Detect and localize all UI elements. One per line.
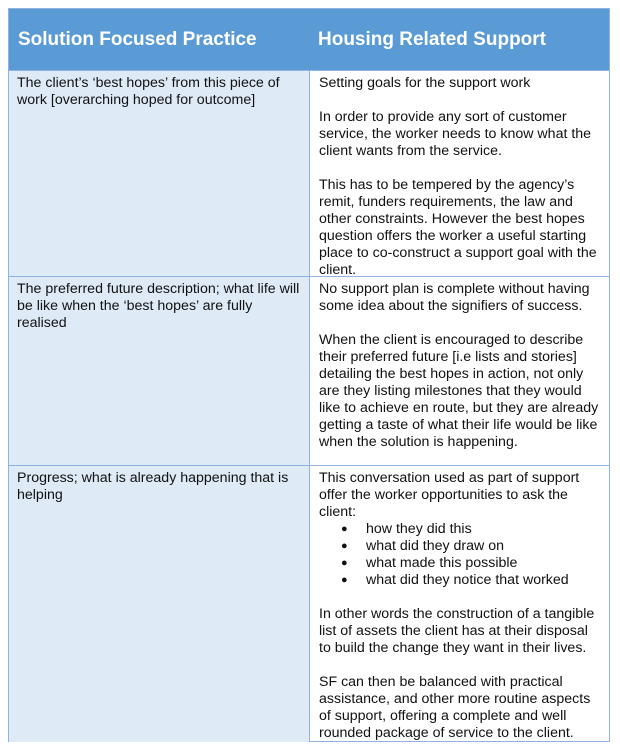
comparison-table <box>8 8 610 742</box>
right-cell <box>310 466 609 742</box>
header-housing-support: Housing Related Support <box>318 29 546 50</box>
list-item: ● what did they draw on <box>319 538 599 555</box>
list-item: ● how they did this <box>319 521 599 538</box>
list-item: ● what did they notice that worked <box>319 572 599 589</box>
table-row <box>9 276 609 466</box>
cell-text: No support plan is complete without having some idea about the signifiers of success. <box>319 281 590 314</box>
cell-text: The client’s ‘best hopes’ from this piece of work [overarching hoped for outcome] <box>17 75 280 108</box>
left-cell <box>9 277 310 466</box>
table-row <box>9 465 609 742</box>
right-cell <box>310 71 609 277</box>
cell-text: SF can then be balanced with practical assistance, and other more routine aspects of support, offering a complete and well rounded package of service to the client. <box>319 674 591 741</box>
cell-text: This conversation used as part of support offer the worker opportunities to ask the client: <box>319 470 580 520</box>
cell-text: When the client is encouraged to describe their preferred future [i.e lists and stories] detailing the best hopes in action, not only are they listing milestones that they would like to achieve en route, but they are already getting a taste of what their life would be like when the solution is happening. <box>319 332 599 450</box>
cell-text: In order to provide any sort of customer service, the worker needs to know what the client wants from the service. <box>319 109 592 159</box>
left-cell <box>9 466 310 742</box>
bullet-list <box>319 521 599 589</box>
cell-text: Progress; what is already happening that is helping <box>17 470 289 503</box>
cell-text: This has to be tempered by the agency’s remit, funders requirements, the law and other constraints. However the best hopes question offers the worker a useful starting place to co-construct a support goal with the client. <box>319 177 597 278</box>
left-cell <box>9 71 310 277</box>
list-item: ● what made this possible <box>319 555 599 572</box>
table-row <box>9 70 609 277</box>
header-solution-focused: Solution Focused Practice <box>18 29 257 50</box>
table-header <box>9 9 609 70</box>
cell-text: Setting goals for the support work <box>319 75 531 91</box>
cell-text: In other words the construction of a tangible list of assets the client has at their disposal to build the change they want in their lives. <box>319 606 595 656</box>
right-cell <box>310 277 609 466</box>
cell-text: The preferred future description; what life will be like when the ‘best hopes’ are fully realised <box>17 281 300 331</box>
